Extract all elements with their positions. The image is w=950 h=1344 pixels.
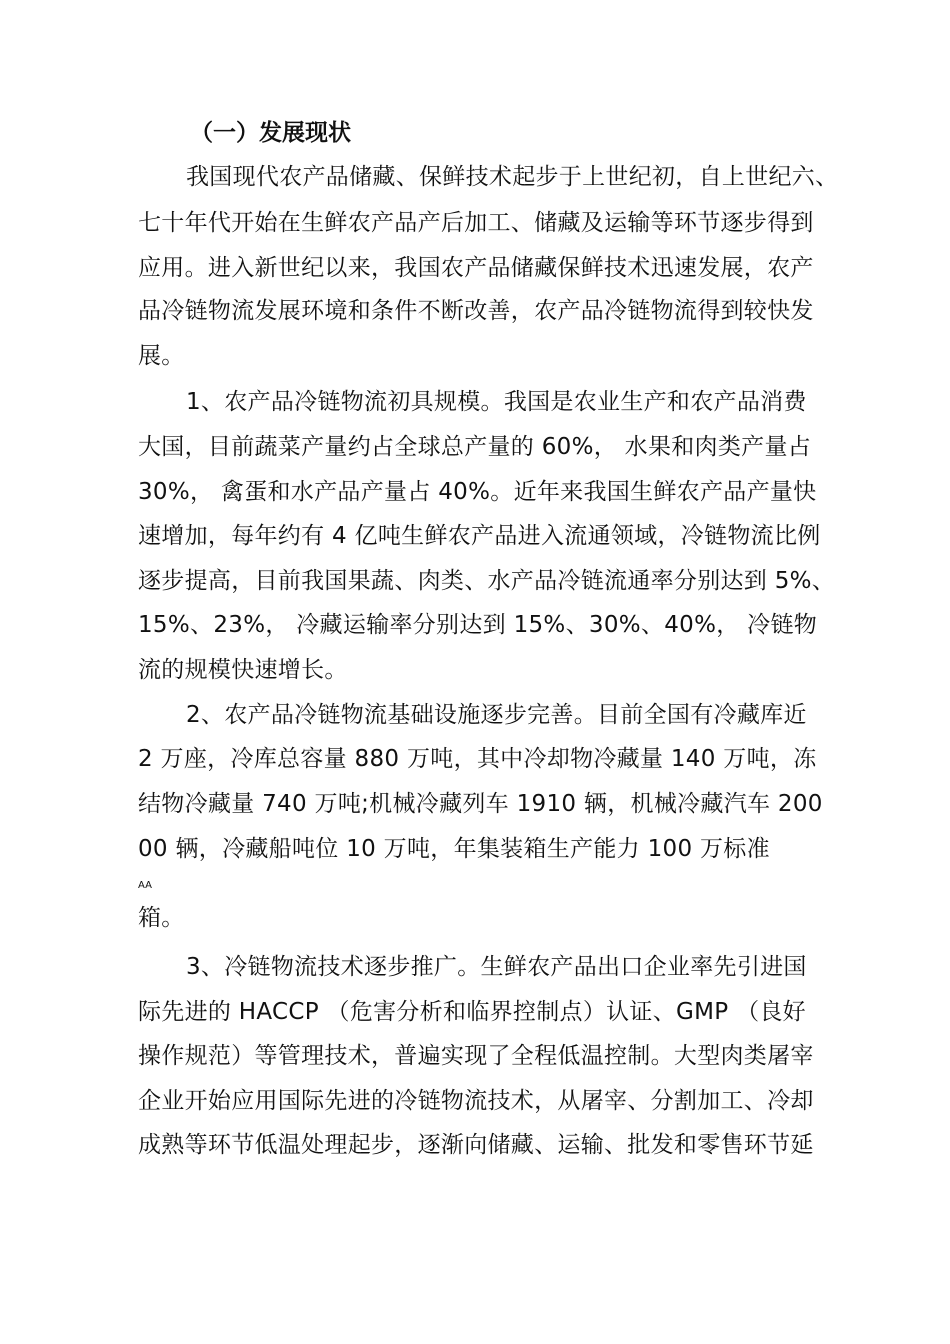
text-line: 速增加，每年约有 4 亿吨生鲜农产品进入流通领域，冷链物流比例 <box>138 523 821 549</box>
text-line: 逐步提高，目前我国果蔬、肉类、水产品冷链流通率分别达到 5%、 <box>138 568 836 594</box>
text-line: 2、农产品冷链物流基础设施逐步完善。目前全国有冷藏库近 <box>186 702 807 728</box>
text-line: 箱。 <box>138 905 185 931</box>
text-line: 我国现代农产品储藏、保鲜技术起步于上世纪初，自上世纪六、 <box>186 164 839 190</box>
text-line: 大国，目前蔬菜产量约占全球总产量的 60%， 水果和肉类产量占 <box>138 434 812 460</box>
text-line: 品冷链物流发展环境和条件不断改善，农产品冷链物流得到较快发 <box>138 298 814 324</box>
text-line: 15%、23%， 冷藏运输率分别达到 15%、30%、40%， 冷链物 <box>138 612 818 638</box>
text-line: 2 万座，冷库总容量 880 万吨，其中冷却物冷藏量 140 万吨，冻 <box>138 746 817 772</box>
text-line: 30%， 禽蛋和水产品产量占 40%。近年来我国生鲜农产品产量快 <box>138 479 817 505</box>
text-line: 流的规模快速增长。 <box>138 657 348 683</box>
small-mark: AA <box>138 880 152 891</box>
text-line: 00 辆，冷藏船吨位 10 万吨，年集装箱生产能力 100 万标准 <box>138 836 770 862</box>
text-line: 3、冷链物流技术逐步推广。生鲜农产品出口企业率先引进国 <box>186 954 807 980</box>
section-heading: （一）发展现状 <box>190 120 351 146</box>
text-line: 操作规范）等管理技术，普遍实现了全程低温控制。大型肉类屠宰 <box>138 1043 814 1069</box>
text-line: 应用。进入新世纪以来，我国农产品储藏保鲜技术迅速发展，农产 <box>138 255 814 281</box>
text-line: 结物冷藏量 740 万吨;机械冷藏列车 1910 辆，机械冷藏汽车 200 <box>138 791 823 817</box>
text-line: 企业开始应用国际先进的冷链物流技术，从屠宰、分割加工、冷却 <box>138 1088 814 1114</box>
text-line: 七十年代开始在生鲜农产品产后加工、储藏及运输等环节逐步得到 <box>138 210 814 236</box>
text-line: 1、农产品冷链物流初具规模。我国是农业生产和农产品消费 <box>186 389 807 415</box>
text-line: 展。 <box>138 343 185 369</box>
text-line: 成熟等环节低温处理起步，逐渐向储藏、运输、批发和零售环节延 <box>138 1132 814 1158</box>
text-line: 际先进的 HACCP （危害分析和临界控制点）认证、GMP （良好 <box>138 999 806 1025</box>
